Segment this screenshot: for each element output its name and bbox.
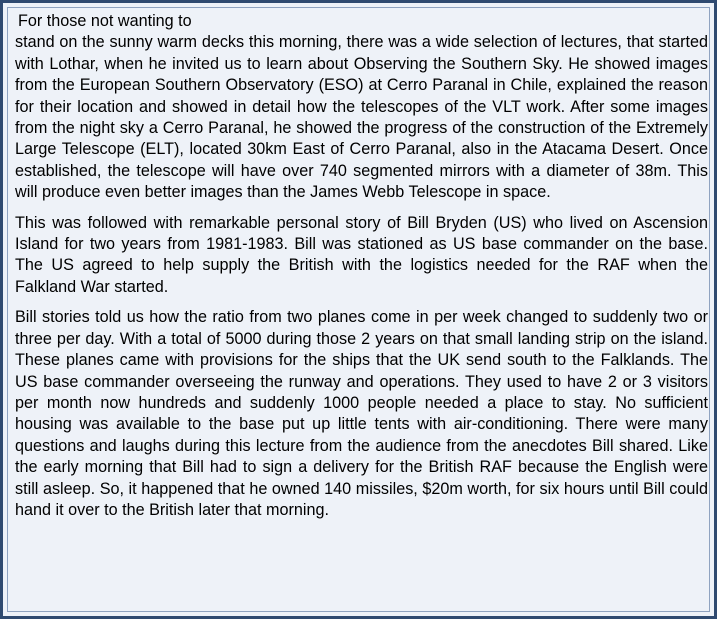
paragraph-bill-bryden: This was followed with remarkable personal story of Bill Bryden (US) who lived on Ascension Island for two years from 1981-1983. Bill was stationed as US base commander on the base. The US agreed to help supply the British with the logistics needed for the RAF when the Falkland War started.: [15, 213, 708, 296]
paragraph-eso-lecture: stand on the sunny warm decks this morning, there was a wide selection of lectures, that started with Lothar, when he invited us to learn about Observing the Southern Sky. He showed images from the European Southern Observatory (ESO) at Cerro Paranal in Chile, explained the reason for their location and showed in detail how the telescopes of the VLT work. After some images from the night sky a Cerro Paranal, he showed the progress of the construction of the Extremely Large Telescope (ELT), located 30km East of Cerro Paranal, also in the Atacama Desert. Once established, the telescope will have over 740 segmented mirrors with a diameter of 38m. This will produce even better images than the James Webb Telescope in space.: [15, 33, 708, 202]
article-text: [15, 11, 708, 521]
article-lead: For those not wanting to: [18, 12, 192, 30]
paragraph-ascension-stories: Bill stories told us how the ratio from two planes come in per week changed to suddenly two or three per day. With a total of 5000 during those 2 years on that small landing strip on the island. These planes came with provisions for the ships that the UK send south to the Falklands. The US base commander overseeing the runway and operations. They used to have 2 or 3 visitors per month now hundreds and suddenly 1000 people needed a place to stay. No sufficient housing was available to the base put up little tents with air-conditioning. There were many questions and laughs during this lecture from the audience from the anecdotes Bill shared. Like the early morning that Bill had to sign a delivery for the British RAF because the English were still asleep. So, it happened that he owned 140 missiles, $20m worth, for six hours until Bill could hand it over to the British later that morning.: [15, 308, 708, 519]
